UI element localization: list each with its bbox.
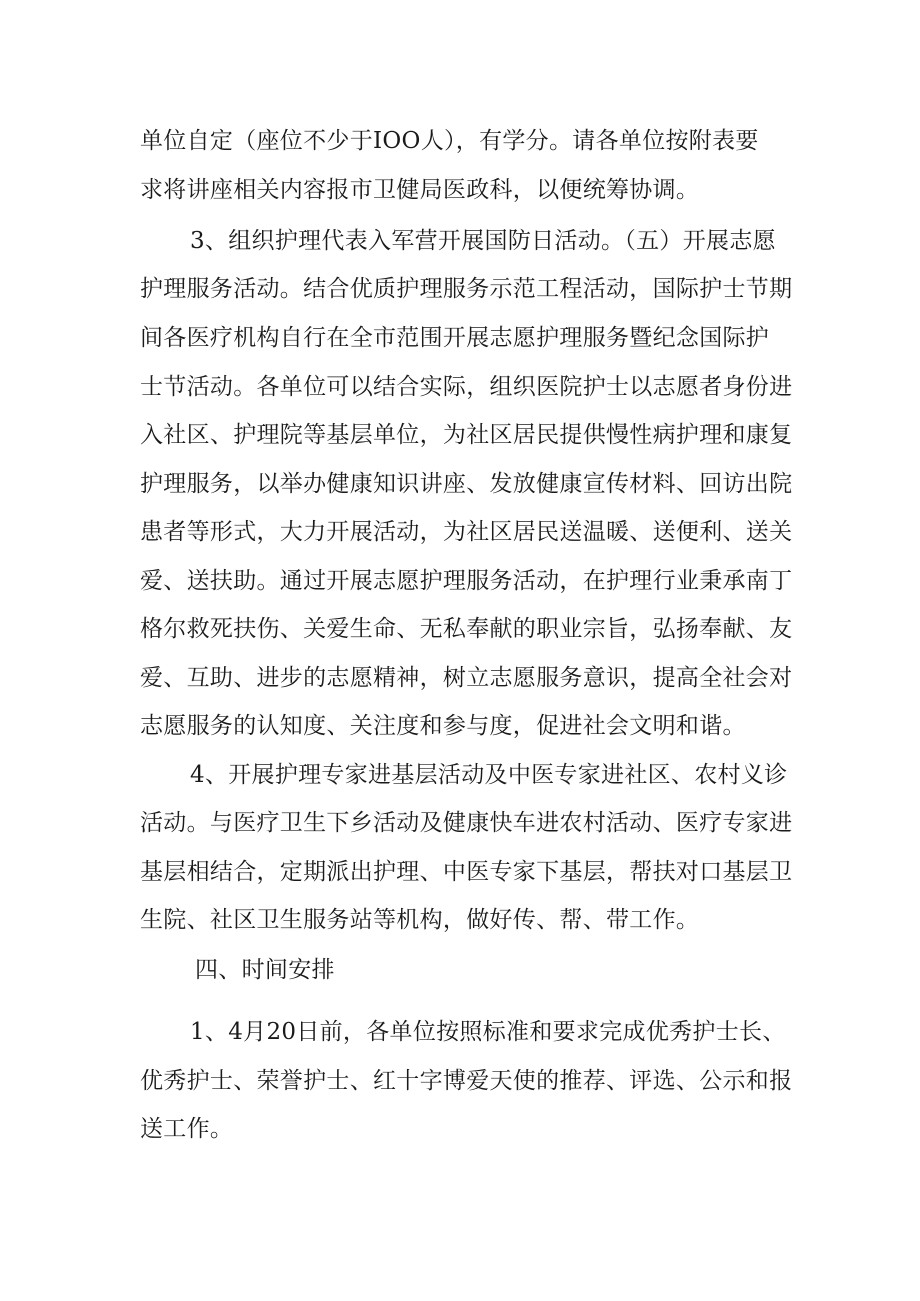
paragraph-line: 求将讲座相关内容报市卫健局医政科，以便统筹协调。	[140, 177, 700, 203]
paragraph-line: 间各医疗机构自行在全市范围开展志愿护理服务暨纪念国际护	[140, 325, 770, 351]
paragraph-line: 护理服务，以举办健康知识讲座、发放健康宣传材料、回访出院	[140, 471, 793, 497]
paragraph-line: 格尔救死扶伤、关爱生命、无私奉献的职业宗旨，弘扬奉献、友	[140, 616, 793, 642]
paragraph-line: 志愿服务的认知度、关注度和参与度，促进社会文明和谐。	[140, 713, 746, 739]
paragraph-line: 4、开展护理专家进基层活动及中医专家进社区、农村义诊	[190, 762, 788, 788]
paragraph-line: 生院、社区卫生服务站等机构，做好传、帮、带工作。	[140, 907, 700, 933]
section-heading: 四、时间安排	[195, 957, 335, 983]
paragraph-line: 护理服务活动。结合优质护理服务示范工程活动，国际护士节期	[140, 276, 793, 302]
paragraph-line: 士节活动。各单位可以结合实际，组织医院护士以志愿者身份进	[140, 374, 793, 400]
paragraph-line: 优秀护士、荣誉护士、红十字博爱天使的推荐、评选、公示和报	[140, 1068, 793, 1094]
paragraph-line: 爱、互助、进步的志愿精神，树立志愿服务意识，提高全社会对	[140, 665, 793, 691]
paragraph-line: 送工作。	[140, 1116, 234, 1142]
paragraph-line: 单位自定（座位不少于IOO人），有学分。请各单位按附表要	[140, 128, 759, 154]
paragraph-line: 3、组织护理代表入军营开展国防日活动。（五）开展志愿	[190, 228, 776, 254]
paragraph-line: 患者等形式，大力开展活动，为社区居民送温暖、送便利、送关	[140, 519, 793, 545]
paragraph-line: 1、4月20日前，各单位按照标准和要求完成优秀护士长、	[190, 1019, 786, 1045]
paragraph-line: 爱、送扶助。通过开展志愿护理服务活动，在护理行业秉承南丁	[140, 568, 793, 594]
paragraph-line: 入社区、护理院等基层单位，为社区居民提供慢性病护理和康复	[140, 422, 793, 448]
paragraph-line: 基层相结合，定期派出护理、中医专家下基层，帮扶对口基层卫	[140, 859, 793, 885]
paragraph-line: 活动。与医疗卫生下乡活动及健康快车进农村活动、医疗专家进	[140, 810, 793, 836]
